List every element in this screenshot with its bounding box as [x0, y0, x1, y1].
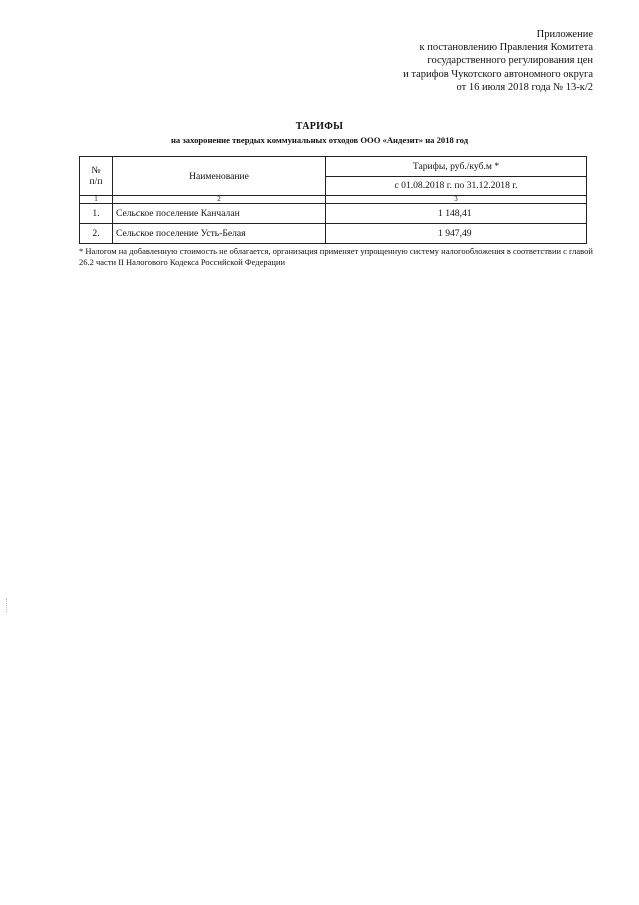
- document-title: ТАРИФЫ: [295, 121, 344, 132]
- appendix-line: от 16 июля 2018 года № 13-к/2: [456, 81, 593, 93]
- document-subtitle: на захоронение твердых коммунальных отходов ООО «Андезит» на 2018 год: [170, 135, 469, 145]
- index-cell: 3: [326, 196, 587, 204]
- table-header-row: [80, 157, 587, 177]
- header-tariff-cell: Тарифы, руб./куб.м *: [326, 157, 587, 177]
- row-num: 2.: [80, 224, 113, 244]
- appendix-line: государственного регулирования цен: [427, 55, 593, 67]
- appendix-line: и тарифов Чукотского автономного округа: [403, 68, 593, 80]
- appendix-header: [333, 28, 593, 94]
- table-row: [80, 204, 587, 224]
- table-row: [80, 224, 587, 244]
- header-num-label: п/п: [89, 176, 103, 187]
- index-cell: 1: [80, 196, 113, 204]
- header-name-cell: Наименование: [113, 157, 326, 196]
- header-num-symbol: №: [91, 165, 101, 176]
- appendix-line: к постановлению Правления Комитета: [419, 42, 593, 54]
- footnote: * Налогом на добавленную стоимость не облагается, организация применяет упрощенную систему налогообложения в соответствии с главой 26.2 части II Налогового Кодекса Российской Федерации: [79, 246, 593, 267]
- appendix-line: Приложение: [536, 29, 593, 40]
- row-name: Сельское поселение Усть-Белая: [113, 224, 326, 244]
- index-cell: 2: [113, 196, 326, 204]
- row-value: 1 148,41: [326, 204, 587, 224]
- table-index-row: [80, 196, 587, 204]
- tariffs-table: [79, 156, 587, 244]
- scan-edge-mark: [6, 598, 8, 612]
- header-num-cell: [80, 157, 113, 196]
- row-num: 1.: [80, 204, 113, 224]
- row-value: 1 947,49: [326, 224, 587, 244]
- header-period-cell: с 01.08.2018 г. по 31.12.2018 г.: [326, 176, 587, 196]
- row-name: Сельское поселение Канчалан: [113, 204, 326, 224]
